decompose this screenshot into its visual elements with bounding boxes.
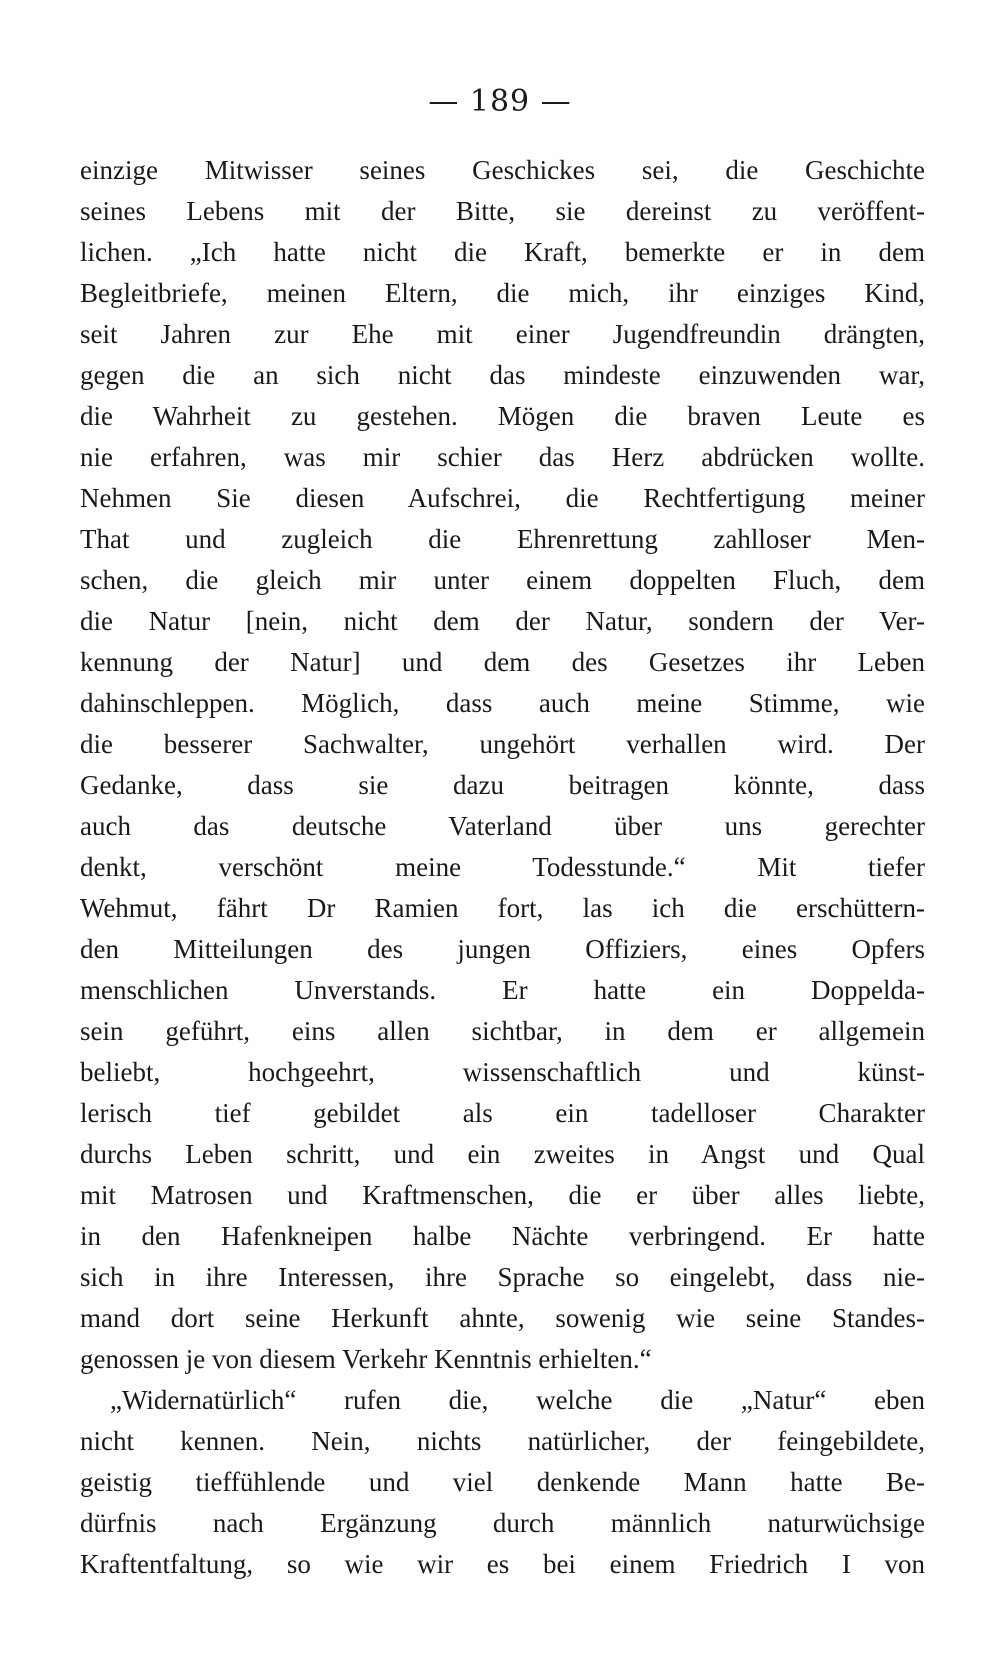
body-text — [80, 150, 925, 1585]
text-line: menschlichen Unverstands. Er hatte ein Doppelda- — [80, 975, 925, 1005]
text-line: nicht kennen. Nein, nichts natürlicher, der feingebildete, — [80, 1426, 925, 1456]
text-line: lerisch tief gebildet als ein tadelloser Charakter — [80, 1098, 925, 1128]
text-line: die besserer Sachwalter, ungehört verhallen wird. Der — [80, 729, 925, 759]
text-line: „Widernatürlich“ rufen die, welche die „Natur“ eben — [110, 1385, 925, 1415]
page-number: — 189 — — [428, 84, 572, 119]
text-line: Wehmut, fährt Dr Ramien fort, las ich die erschüttern- — [80, 893, 925, 923]
text-line: Kraftentfaltung, so wie wir es bei einem Friedrich I von — [80, 1549, 925, 1579]
text-line: schen, die gleich mir unter einem doppelten Fluch, dem — [80, 565, 925, 595]
text-line: Gedanke, dass sie dazu beitragen könnte, dass — [80, 770, 925, 800]
text-line: auch das deutsche Vaterland über uns gerechter — [80, 811, 925, 841]
text-line: Nehmen Sie diesen Aufschrei, die Rechtfertigung meiner — [80, 483, 925, 513]
text-line: sich in ihre Interessen, ihre Sprache so eingelebt, dass nie- — [80, 1262, 925, 1292]
text-line: lichen. „Ich hatte nicht die Kraft, bemerkte er in dem — [80, 237, 925, 267]
text-line: nie erfahren, was mir schier das Herz abdrücken wollte. — [80, 442, 925, 472]
text-line: dürfnis nach Ergänzung durch männlich naturwüchsige — [80, 1508, 925, 1538]
text-line: dahinschleppen. Möglich, dass auch meine Stimme, wie — [80, 688, 925, 718]
text-line: mand dort seine Herkunft ahnte, sowenig wie seine Standes- — [80, 1303, 925, 1333]
text-line: Begleitbriefe, meinen Eltern, die mich, ihr einziges Kind, — [80, 278, 925, 308]
text-line: beliebt, hochgeehrt, wissenschaftlich und künst- — [80, 1057, 925, 1087]
text-line: That und zugleich die Ehrenrettung zahlloser Men- — [80, 524, 925, 554]
text-line: einzige Mitwisser seines Geschickes sei, die Geschichte — [80, 155, 925, 185]
text-line: kennung der Natur] und dem des Gesetzes ihr Leben — [80, 647, 925, 677]
text-line: geistig tieffühlende und viel denkende Mann hatte Be- — [80, 1467, 925, 1497]
text-line: den Mitteilungen des jungen Offiziers, eines Opfers — [80, 934, 925, 964]
text-line: seines Lebens mit der Bitte, sie dereinst zu veröffent- — [80, 196, 925, 226]
text-line: mit Matrosen und Kraftmenschen, die er über alles liebte, — [80, 1180, 925, 1210]
text-line: in den Hafenkneipen halbe Nächte verbringend. Er hatte — [80, 1221, 925, 1251]
text-line: die Natur [nein, nicht dem der Natur, sondern der Ver- — [80, 606, 925, 636]
text-line: die Wahrheit zu gestehen. Mögen die braven Leute es — [80, 401, 925, 431]
text-line: seit Jahren zur Ehe mit einer Jugendfreundin drängten, — [80, 319, 925, 349]
text-line: durchs Leben schritt, und ein zweites in Angst und Qual — [80, 1139, 925, 1169]
text-line: denkt, verschönt meine Todesstunde.“ Mit tiefer — [80, 852, 925, 882]
text-line: gegen die an sich nicht das mindeste einzuwenden war, — [80, 360, 925, 390]
text-line: genossen je von diesem Verkehr Kenntnis erhielten.“ — [80, 1344, 652, 1374]
text-line: sein geführt, eins allen sichtbar, in dem er allgemein — [80, 1016, 925, 1046]
